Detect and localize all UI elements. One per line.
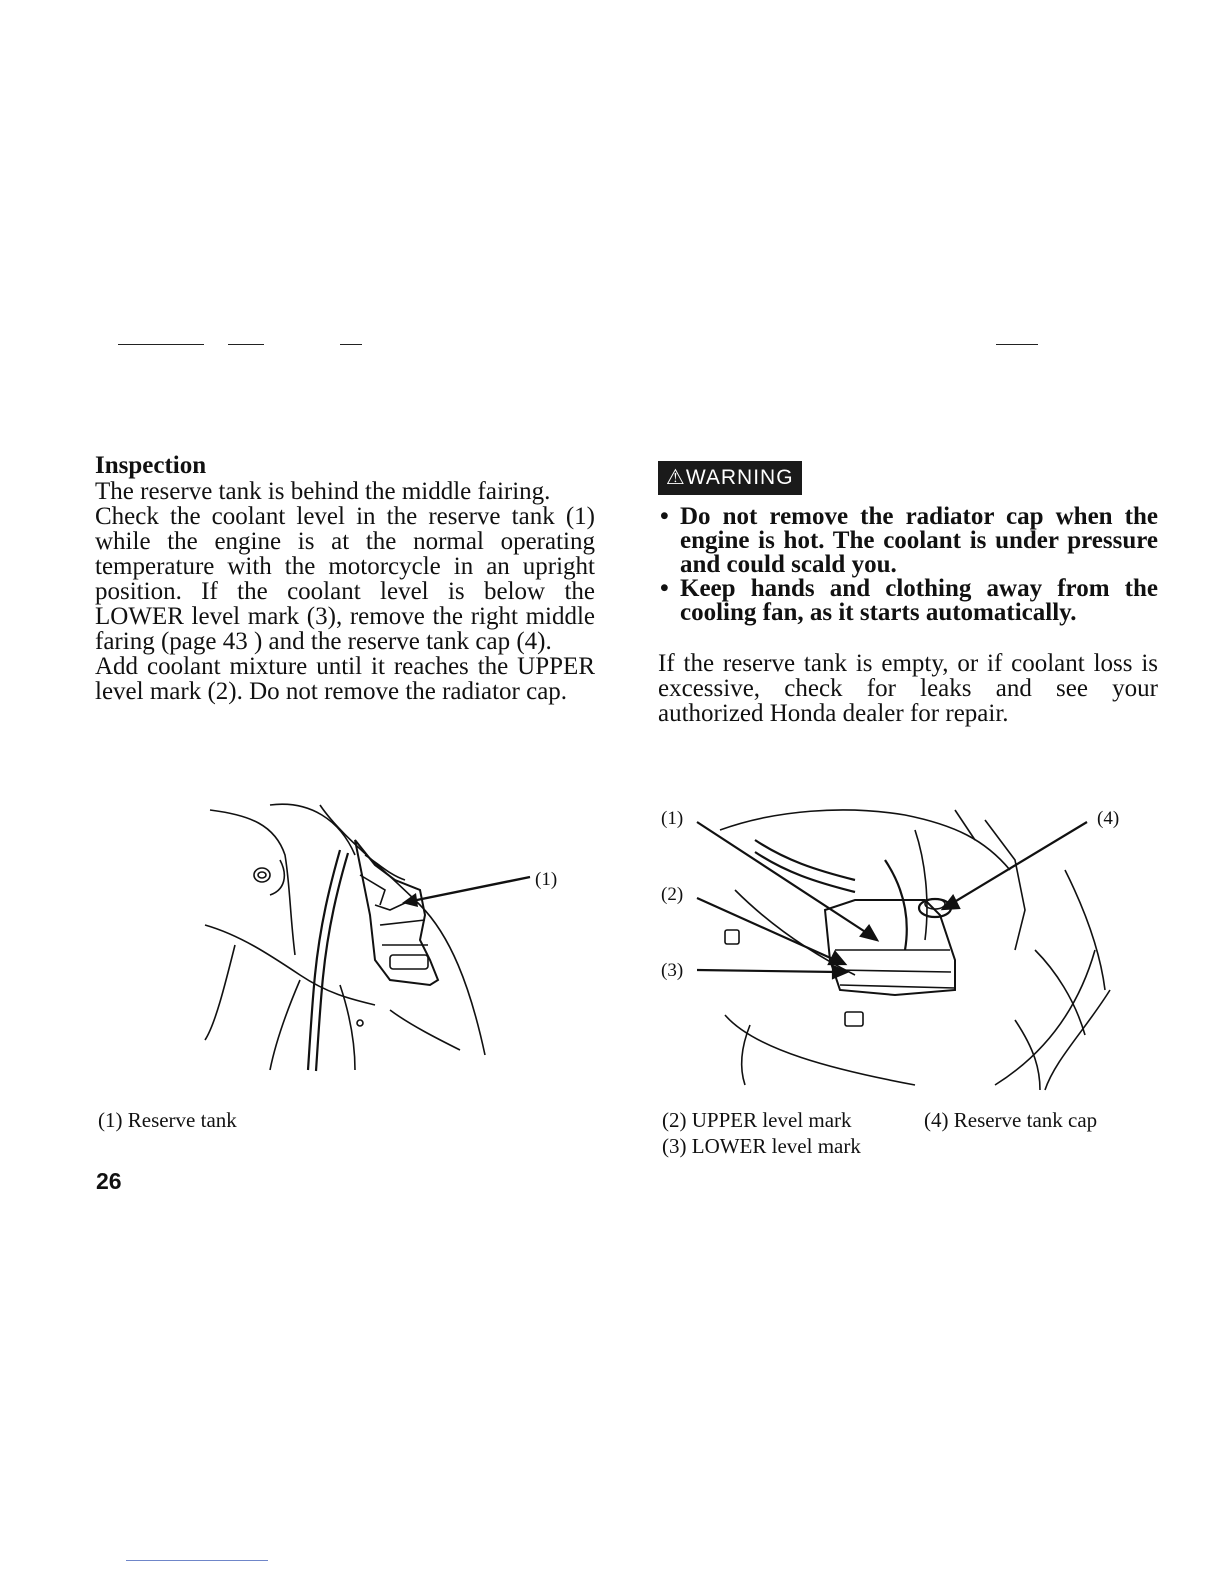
right-callout-1: (1)	[661, 808, 684, 829]
left-column	[95, 453, 595, 704]
caption-lower-mark: (3) LOWER level mark	[662, 1134, 861, 1158]
caption-tank-cap: (4) Reserve tank cap	[924, 1108, 1098, 1132]
caption-upper-mark: (2) UPPER level mark	[662, 1108, 852, 1132]
warning-label: WARNING	[685, 466, 794, 489]
right-callout-4: (4)	[1097, 808, 1120, 829]
header-rule-2	[228, 344, 264, 345]
left-callout-1: (1)	[535, 869, 558, 890]
right-callout-2: (2)	[661, 884, 684, 905]
header-rule-3	[340, 344, 362, 345]
warning-item-1	[658, 505, 1158, 577]
reserve-tank-figure	[190, 795, 590, 1080]
inspection-text	[95, 479, 595, 704]
bullet-icon: •	[660, 575, 669, 602]
footer-rule	[126, 1560, 268, 1561]
warning-list	[658, 505, 1158, 625]
tank-cap-figure	[655, 800, 1155, 1095]
paragraph-2: Check the coolant level in the reserve tank (1) while the engine is at the normal operating temperature with the motorcycle in an upright position. If the coolant level is below the LOWER level mark (3), remove the right middle faring (page 43 ) and the reserve tank cap (4).	[95, 503, 595, 655]
page-number: 26	[96, 1168, 122, 1194]
warning-item-2	[658, 577, 1158, 625]
repair-paragraph: If the reserve tank is empty, or if coolant loss is excessive, check for leaks and see your authorized Honda dealer for repair.	[658, 650, 1158, 727]
section-heading: Inspection	[95, 452, 207, 479]
header-rule-1	[118, 344, 204, 345]
warning-text-1: Do not remove the radiator cap when the engine is hot. The coolant is under pressure and could scald you.	[680, 503, 1158, 578]
warning-text-2: Keep hands and clothing away from the cooling fan, as it starts automatically.	[680, 575, 1158, 626]
header-rule-4	[996, 344, 1038, 345]
right-callout-3: (3)	[661, 960, 684, 981]
warning-triangle-icon: ⚠	[666, 466, 686, 489]
bullet-icon: •	[660, 503, 669, 530]
left-caption: (1) Reserve tank	[98, 1108, 237, 1132]
paragraph-1: The reserve tank is behind the middle fairing.	[95, 478, 551, 505]
repair-text	[658, 651, 1158, 726]
warning-badge	[658, 461, 802, 495]
right-column	[658, 461, 1158, 726]
paragraph-3: Add coolant mixture until it reaches the UPPER level mark (2). Do not remove the radiator cap.	[95, 653, 595, 705]
